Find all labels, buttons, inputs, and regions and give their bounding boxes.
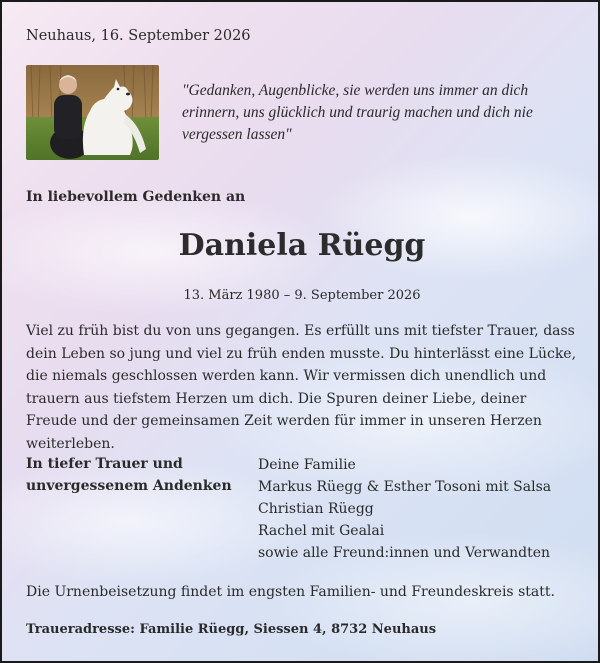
mourner-entry: Rachel mit Gealai xyxy=(258,523,385,539)
mourning-address: Traueradresse: Familie Rüegg, Siessen 4, 8732 Neuhaus xyxy=(26,622,437,637)
urn-burial-note: Die Urnenbeisetzung findet im engsten Familien- und Freundeskreis statt. xyxy=(26,584,555,600)
mourner-entry: Christian Rüegg xyxy=(258,501,374,517)
mourner-entry: Markus Rüegg & Esther Tosoni mit Salsa xyxy=(258,479,552,495)
memorial-quote: "Gedanken, Augenblicke, sie werden uns immer an dich erinnern, uns glücklich und traurig machen und dich nie vergessen lassen" xyxy=(182,82,533,143)
mourning-label-line-1: In tiefer Trauer und xyxy=(26,456,183,472)
intro-line: In liebevollem Gedenken an xyxy=(26,189,246,205)
lifespan-dates: 13. März 1980 – 9. September 2026 xyxy=(183,288,421,303)
mourning-label-line-2: unvergessenem Andenken xyxy=(26,477,232,494)
mourner-entry: sowie alle Freund:innen und Verwandten xyxy=(258,545,550,561)
mourners-list xyxy=(258,454,551,564)
portrait-with-dog-photo xyxy=(26,65,159,160)
mourner-entry: Deine Familie xyxy=(258,457,356,473)
memorial-text: Viel zu früh bist du von uns gegangen. Es erfüllt uns mit tiefster Trauer, dass dein Leben so jung und viel zu früh enden musste. Du hinterlässt eine Lücke, die niemals geschlossen werden kann. Wir vermissen dich unendlich und trauern aus tiefstem Herzen um dich. Die Spuren deiner Liebe, deiner Freude und der gemeinsamen Zeit werden für immer in unseren Herzen weiterleben. xyxy=(26,323,577,452)
mourning-label xyxy=(26,454,236,497)
date-line: Neuhaus, 16. September 2026 xyxy=(26,28,251,44)
deceased-name: Daniela Rüegg xyxy=(178,228,426,263)
